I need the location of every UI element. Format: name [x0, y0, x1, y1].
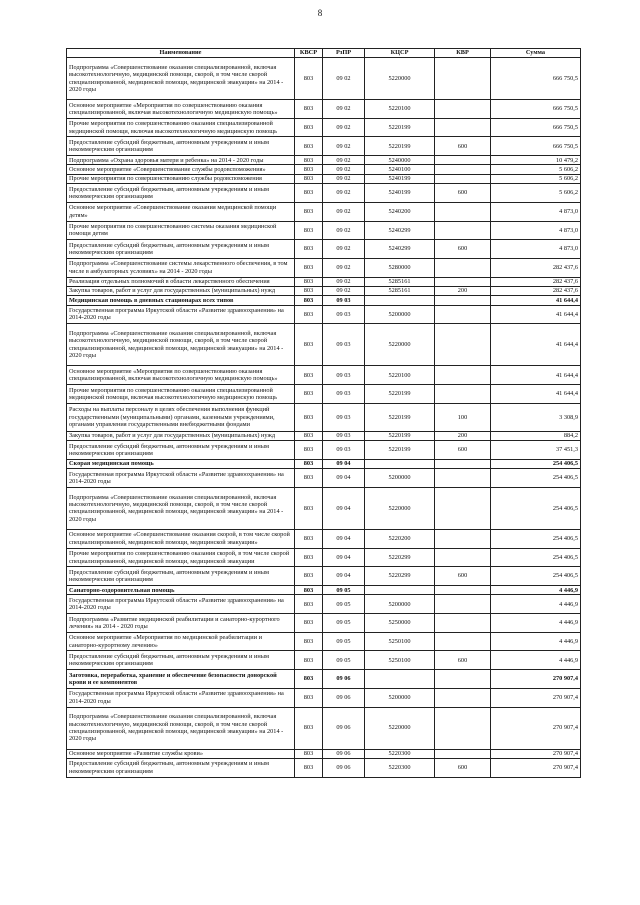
row-rzpr-cell: 09 04 — [323, 487, 365, 529]
table-row — [67, 487, 581, 529]
row-rzpr-cell: 09 06 — [323, 688, 365, 707]
row-kvsr-cell: 803 — [295, 165, 323, 174]
header-kvsr: КВСР — [295, 49, 323, 58]
row-sum-cell: 41 644,4 — [491, 305, 581, 324]
row-name-cell: Государственная программа Иркутской области «Развитие здравоохранения» на 2014-2020 годы — [67, 469, 295, 488]
row-kvr-cell — [435, 118, 491, 137]
row-kvr-cell: 600 — [435, 240, 491, 259]
row-sum-cell: 282 437,6 — [491, 286, 581, 295]
table-row — [67, 221, 581, 240]
row-kcsr-cell: 5220199 — [365, 118, 435, 137]
row-rzpr-cell: 09 05 — [323, 651, 365, 670]
row-name-cell: Медицинская помощь в дневных стационарах всех типов — [67, 296, 295, 305]
row-kcsr-cell: 5250000 — [365, 614, 435, 633]
row-kcsr-cell: 5240199 — [365, 174, 435, 183]
table-row — [67, 118, 581, 137]
row-name-cell: Предоставление субсидий бюджетным, автономным учреждениям и иным некоммерческим организациям — [67, 441, 295, 460]
row-name-cell: Прочие мероприятия по совершенствованию оказания скорой, в том числе скорой специализированной, медицинской помощи, медицинской эвакуации — [67, 548, 295, 567]
row-name-cell: Предоставление субсидий бюджетным, автономным учреждениям и иным некоммерческим организациям — [67, 184, 295, 203]
row-kvsr-cell: 803 — [295, 688, 323, 707]
row-sum-cell: 5 606,2 — [491, 184, 581, 203]
table-row — [67, 614, 581, 633]
row-rzpr-cell: 09 02 — [323, 58, 365, 100]
row-name-cell: Основное мероприятие «Совершенствование оказания медицинской помощи детям» — [67, 202, 295, 221]
row-rzpr-cell: 09 06 — [323, 749, 365, 758]
row-name-cell: Основное мероприятие «Совершенствование службы родовспоможения» — [67, 165, 295, 174]
row-kcsr-cell: 5220199 — [365, 431, 435, 440]
row-rzpr-cell: 09 02 — [323, 118, 365, 137]
header-sum: Сумма — [491, 49, 581, 58]
table-row — [67, 305, 581, 324]
row-sum-cell: 282 437,6 — [491, 277, 581, 286]
row-kcsr-cell: 5240200 — [365, 202, 435, 221]
row-sum-cell: 41 644,4 — [491, 385, 581, 404]
row-name-cell: Прочие мероприятия по совершенствованию оказания специализированной медицинской помощи, включая высокотехнологичную медицинскую помощь — [67, 385, 295, 404]
row-kcsr-cell — [365, 670, 435, 689]
table-row — [67, 100, 581, 119]
row-kvsr-cell: 803 — [295, 586, 323, 595]
row-rzpr-cell: 09 03 — [323, 366, 365, 385]
row-sum-cell: 5 606,2 — [491, 174, 581, 183]
table-row — [67, 586, 581, 595]
row-name-cell: Предоставление субсидий бюджетным, автономным учреждениям и иным некоммерческим организациям — [67, 240, 295, 259]
row-kvr-cell: 600 — [435, 651, 491, 670]
table-row — [67, 758, 581, 777]
row-kvsr-cell: 803 — [295, 595, 323, 614]
row-rzpr-cell: 09 02 — [323, 286, 365, 295]
table-row — [67, 595, 581, 614]
row-name-cell: Государственная программа Иркутской области «Развитие здравоохранения» на 2014-2020 годы — [67, 595, 295, 614]
row-name-cell: Скорая медицинская помощь — [67, 459, 295, 468]
row-kvsr-cell: 803 — [295, 403, 323, 431]
table-row — [67, 707, 581, 749]
row-sum-cell: 4 446,9 — [491, 651, 581, 670]
row-rzpr-cell: 09 04 — [323, 529, 365, 548]
row-name-cell: Прочие мероприятия по совершенствованию службы родовспоможения — [67, 174, 295, 183]
table-row — [67, 296, 581, 305]
row-name-cell: Предоставление субсидий бюджетным, автономным учреждениям и иным некоммерческим организациям — [67, 758, 295, 777]
row-kvr-cell: 100 — [435, 403, 491, 431]
row-rzpr-cell: 09 02 — [323, 258, 365, 277]
row-rzpr-cell: 09 02 — [323, 277, 365, 286]
row-kcsr-cell: 5250100 — [365, 651, 435, 670]
row-kvsr-cell: 803 — [295, 707, 323, 749]
row-kvsr-cell: 803 — [295, 324, 323, 366]
row-kvr-cell — [435, 529, 491, 548]
row-kcsr-cell: 5285161 — [365, 277, 435, 286]
row-kvr-cell — [435, 586, 491, 595]
row-kcsr-cell: 5220100 — [365, 366, 435, 385]
row-kcsr-cell: 5220000 — [365, 324, 435, 366]
row-kvsr-cell: 803 — [295, 156, 323, 165]
row-kvsr-cell: 803 — [295, 431, 323, 440]
row-kvr-cell — [435, 595, 491, 614]
row-kvsr-cell: 803 — [295, 632, 323, 651]
row-kvr-cell: 600 — [435, 441, 491, 460]
row-kvr-cell: 600 — [435, 137, 491, 156]
row-kvr-cell — [435, 749, 491, 758]
row-name-cell: Подпрограмма «Охрана здоровья матери и ребенка» на 2014 - 2020 годы — [67, 156, 295, 165]
row-kvsr-cell: 803 — [295, 184, 323, 203]
row-kcsr-cell: 5240100 — [365, 165, 435, 174]
header-kvr: КВР — [435, 49, 491, 58]
row-kcsr-cell: 5220199 — [365, 441, 435, 460]
row-name-cell: Основное мероприятие «Развитие службы крови» — [67, 749, 295, 758]
row-kvsr-cell: 803 — [295, 277, 323, 286]
row-kvr-cell — [435, 258, 491, 277]
row-kcsr-cell: 5285161 — [365, 286, 435, 295]
row-rzpr-cell: 09 03 — [323, 296, 365, 305]
row-kcsr-cell: 5220000 — [365, 707, 435, 749]
row-sum-cell: 41 644,4 — [491, 366, 581, 385]
row-sum-cell: 270 907,4 — [491, 707, 581, 749]
row-kcsr-cell: 5240299 — [365, 240, 435, 259]
header-kcsr: КЦСР — [365, 49, 435, 58]
row-sum-cell: 666 750,5 — [491, 137, 581, 156]
row-sum-cell: 4 873,0 — [491, 240, 581, 259]
row-sum-cell: 270 907,4 — [491, 688, 581, 707]
row-sum-cell: 10 479,2 — [491, 156, 581, 165]
row-sum-cell: 4 446,9 — [491, 595, 581, 614]
row-name-cell: Основное мероприятие «Совершенствование оказания скорой, в том числе скорой специализированной, медицинской помощи, медицинской эвакуации» — [67, 529, 295, 548]
row-rzpr-cell: 09 02 — [323, 184, 365, 203]
row-rzpr-cell: 09 03 — [323, 431, 365, 440]
row-kvsr-cell: 803 — [295, 548, 323, 567]
row-name-cell: Предоставление субсидий бюджетным, автономным учреждениям и иным некоммерческим организациям — [67, 137, 295, 156]
row-sum-cell: 666 750,5 — [491, 118, 581, 137]
row-rzpr-cell: 09 02 — [323, 156, 365, 165]
row-name-cell: Заготовка, переработка, хранение и обеспечение безопасности донорской крови и ее компонентов — [67, 670, 295, 689]
table-row — [67, 670, 581, 689]
row-kcsr-cell: 5280000 — [365, 258, 435, 277]
row-name-cell: Подпрограмма «Совершенствование оказания специализированной, включая высокотехнологичную, медицинской помощи, скорой, в том числе скорой специализированной, медицинской помощи, медицинской эвакуации» на 2014 - 2020 годы — [67, 707, 295, 749]
row-kcsr-cell — [365, 296, 435, 305]
row-name-cell: Основное мероприятие «Мероприятия по медицинской реабилитации и санаторно-курортному лечению» — [67, 632, 295, 651]
row-rzpr-cell: 09 03 — [323, 305, 365, 324]
row-kvr-cell — [435, 296, 491, 305]
row-kcsr-cell: 5220199 — [365, 403, 435, 431]
table-row — [67, 403, 581, 431]
row-name-cell: Государственная программа Иркутской области «Развитие здравоохранения» на 2014-2020 годы — [67, 305, 295, 324]
row-kvsr-cell: 803 — [295, 614, 323, 633]
row-kvr-cell — [435, 58, 491, 100]
row-kcsr-cell: 5220199 — [365, 137, 435, 156]
table-row — [67, 366, 581, 385]
row-sum-cell: 270 907,4 — [491, 670, 581, 689]
row-kvsr-cell: 803 — [295, 137, 323, 156]
row-kvr-cell: 200 — [435, 286, 491, 295]
row-name-cell: Прочие мероприятия по совершенствованию системы оказания медицинской помощи детям — [67, 221, 295, 240]
row-kvr-cell — [435, 305, 491, 324]
row-sum-cell: 666 750,5 — [491, 58, 581, 100]
budget-table — [66, 48, 581, 778]
row-kvsr-cell: 803 — [295, 58, 323, 100]
row-kvr-cell — [435, 324, 491, 366]
row-kvr-cell — [435, 277, 491, 286]
row-kvr-cell — [435, 221, 491, 240]
table-row — [67, 567, 581, 586]
row-kvsr-cell: 803 — [295, 100, 323, 119]
table-header-row — [67, 49, 581, 58]
row-kvr-cell — [435, 487, 491, 529]
row-kvsr-cell: 803 — [295, 174, 323, 183]
row-rzpr-cell: 09 06 — [323, 670, 365, 689]
table-row — [67, 156, 581, 165]
row-kvsr-cell: 803 — [295, 305, 323, 324]
row-kvsr-cell: 803 — [295, 758, 323, 777]
row-sum-cell: 41 644,4 — [491, 324, 581, 366]
row-kvsr-cell: 803 — [295, 240, 323, 259]
row-kcsr-cell — [365, 459, 435, 468]
table-row — [67, 202, 581, 221]
row-rzpr-cell: 09 02 — [323, 202, 365, 221]
row-kvsr-cell: 803 — [295, 366, 323, 385]
table-row — [67, 58, 581, 100]
table-row — [67, 632, 581, 651]
row-sum-cell: 5 606,2 — [491, 165, 581, 174]
row-kcsr-cell: 5200000 — [365, 595, 435, 614]
row-rzpr-cell: 09 02 — [323, 137, 365, 156]
row-rzpr-cell: 09 02 — [323, 100, 365, 119]
row-kvr-cell — [435, 100, 491, 119]
row-kvsr-cell: 803 — [295, 529, 323, 548]
table-row — [67, 277, 581, 286]
row-name-cell: Расходы на выплаты персоналу в целях обеспечения выполнения функций государственными (муниципальными) органами, казенными учреждениями, органами управления государственными внебюджетными фондами — [67, 403, 295, 431]
row-kcsr-cell: 5220299 — [365, 567, 435, 586]
row-sum-cell: 884,2 — [491, 431, 581, 440]
row-sum-cell: 4 873,0 — [491, 221, 581, 240]
row-name-cell: Предоставление субсидий бюджетным, автономным учреждениям и иным некоммерческим организациям — [67, 567, 295, 586]
row-name-cell: Подпрограмма «Совершенствование системы лекарственного обеспечения, в том числе в амбулаторных условиях» на 2014 - 2020 годы — [67, 258, 295, 277]
row-kvsr-cell: 803 — [295, 670, 323, 689]
row-kvsr-cell: 803 — [295, 567, 323, 586]
row-kcsr-cell: 5220199 — [365, 385, 435, 404]
row-kcsr-cell: 5220200 — [365, 529, 435, 548]
row-rzpr-cell: 09 05 — [323, 586, 365, 595]
row-kvsr-cell: 803 — [295, 221, 323, 240]
row-name-cell: Подпрограмма «Развитие медицинской реабилитации и санаторно-курортного лечения» на 2014 - 2020 годы — [67, 614, 295, 633]
row-rzpr-cell: 09 03 — [323, 441, 365, 460]
row-sum-cell: 37 451,3 — [491, 441, 581, 460]
row-kvsr-cell: 803 — [295, 459, 323, 468]
row-kcsr-cell: 5220100 — [365, 100, 435, 119]
table-row — [67, 240, 581, 259]
row-rzpr-cell: 09 04 — [323, 459, 365, 468]
row-name-cell: Закупка товаров, работ и услуг для государственных (муниципальных) нужд — [67, 431, 295, 440]
row-kvsr-cell: 803 — [295, 441, 323, 460]
row-rzpr-cell: 09 03 — [323, 324, 365, 366]
row-sum-cell: 254 406,5 — [491, 529, 581, 548]
row-name-cell: Закупка товаров, работ и услуг для государственных (муниципальных) нужд — [67, 286, 295, 295]
row-sum-cell: 4 873,0 — [491, 202, 581, 221]
row-kcsr-cell — [365, 586, 435, 595]
row-kvr-cell — [435, 469, 491, 488]
row-name-cell: Основное мероприятие «Мероприятия по совершенствованию оказания специализированной, включая высокотехнологичную медицинскую помощь» — [67, 100, 295, 119]
row-kvr-cell — [435, 459, 491, 468]
row-rzpr-cell: 09 04 — [323, 469, 365, 488]
row-kcsr-cell: 5220000 — [365, 58, 435, 100]
row-kvr-cell: 200 — [435, 431, 491, 440]
row-sum-cell: 254 406,5 — [491, 548, 581, 567]
row-kcsr-cell: 5220300 — [365, 749, 435, 758]
row-rzpr-cell: 09 02 — [323, 221, 365, 240]
row-sum-cell: 254 406,5 — [491, 469, 581, 488]
row-kcsr-cell: 5220300 — [365, 758, 435, 777]
table-row — [67, 258, 581, 277]
row-kcsr-cell: 5200000 — [365, 305, 435, 324]
row-name-cell: Предоставление субсидий бюджетным, автономным учреждениям и иным некоммерческим организациям — [67, 651, 295, 670]
row-kvr-cell — [435, 202, 491, 221]
table-row — [67, 324, 581, 366]
row-kvsr-cell: 803 — [295, 487, 323, 529]
page-number: 8 — [317, 8, 323, 18]
row-name-cell: Прочие мероприятия по совершенствованию оказания специализированной медицинской помощи, включая высокотехнологичную медицинскую помощь — [67, 118, 295, 137]
row-kcsr-cell: 5200000 — [365, 688, 435, 707]
row-rzpr-cell: 09 03 — [323, 385, 365, 404]
header-rzpr: РзПР — [323, 49, 365, 58]
row-sum-cell: 254 406,5 — [491, 459, 581, 468]
table-row — [67, 385, 581, 404]
row-kvsr-cell: 803 — [295, 385, 323, 404]
row-name-cell: Санаторно-оздоровительная помощь — [67, 586, 295, 595]
row-rzpr-cell: 09 04 — [323, 548, 365, 567]
row-kvsr-cell: 803 — [295, 118, 323, 137]
table-row — [67, 469, 581, 488]
row-kvr-cell: 600 — [435, 758, 491, 777]
table-row — [67, 286, 581, 295]
row-rzpr-cell: 09 03 — [323, 403, 365, 431]
row-kvsr-cell: 803 — [295, 469, 323, 488]
row-kvr-cell: 600 — [435, 184, 491, 203]
row-sum-cell: 3 308,9 — [491, 403, 581, 431]
row-kvsr-cell: 803 — [295, 749, 323, 758]
row-name-cell: Реализация отдельных полномочий в области лекарственного обеспечения — [67, 277, 295, 286]
table-row — [67, 529, 581, 548]
row-kvsr-cell: 803 — [295, 258, 323, 277]
row-rzpr-cell: 09 02 — [323, 165, 365, 174]
row-sum-cell: 282 437,6 — [491, 258, 581, 277]
row-sum-cell: 270 907,4 — [491, 749, 581, 758]
row-rzpr-cell: 09 05 — [323, 632, 365, 651]
row-rzpr-cell: 09 04 — [323, 567, 365, 586]
row-name-cell: Подпрограмма «Совершенствование оказания специализированной, включая высокотехнологичную, медицинской помощи, скорой, в том числе скорой специализированной, медицинской помощи, медицинской эвакуации» на 2014 - 2020 годы — [67, 324, 295, 366]
row-rzpr-cell: 09 06 — [323, 707, 365, 749]
row-kcsr-cell: 5240000 — [365, 156, 435, 165]
row-kvsr-cell: 803 — [295, 202, 323, 221]
row-kvr-cell — [435, 165, 491, 174]
row-sum-cell: 666 750,5 — [491, 100, 581, 119]
table-row — [67, 548, 581, 567]
table-row — [67, 749, 581, 758]
row-kvr-cell — [435, 548, 491, 567]
table-row — [67, 184, 581, 203]
table-row — [67, 441, 581, 460]
row-kvr-cell — [435, 174, 491, 183]
row-kcsr-cell: 5200000 — [365, 469, 435, 488]
row-kvr-cell — [435, 670, 491, 689]
table-row — [67, 165, 581, 174]
row-kvr-cell — [435, 688, 491, 707]
table-row — [67, 137, 581, 156]
row-kcsr-cell: 5240199 — [365, 184, 435, 203]
row-sum-cell: 254 406,5 — [491, 567, 581, 586]
row-kvr-cell — [435, 707, 491, 749]
row-kvr-cell — [435, 614, 491, 633]
row-kvr-cell — [435, 385, 491, 404]
row-kvr-cell — [435, 156, 491, 165]
row-kvr-cell — [435, 632, 491, 651]
row-sum-cell: 4 446,9 — [491, 586, 581, 595]
row-kcsr-cell: 5250100 — [365, 632, 435, 651]
table-row — [67, 431, 581, 440]
row-rzpr-cell: 09 05 — [323, 614, 365, 633]
table-row — [67, 459, 581, 468]
row-rzpr-cell: 09 02 — [323, 174, 365, 183]
row-kvr-cell — [435, 366, 491, 385]
row-name-cell: Подпрограмма «Совершенствование оказания специализированной, включая высокотехнологичную, медицинской помощи, скорой, в том числе скорой специализированной, медицинской помощи, медицинской эвакуации» на 2014 - 2020 годы — [67, 58, 295, 100]
row-sum-cell: 270 907,4 — [491, 758, 581, 777]
row-kcsr-cell: 5220000 — [365, 487, 435, 529]
row-sum-cell: 254 406,5 — [491, 487, 581, 529]
row-kvsr-cell: 803 — [295, 651, 323, 670]
row-kvsr-cell: 803 — [295, 286, 323, 295]
table-row — [67, 174, 581, 183]
table-row — [67, 688, 581, 707]
row-kcsr-cell: 5240299 — [365, 221, 435, 240]
row-name-cell: Основное мероприятие «Мероприятия по совершенствованию оказания специализированной, включая высокотехнологичную медицинскую помощь» — [67, 366, 295, 385]
row-rzpr-cell: 09 06 — [323, 758, 365, 777]
row-kvsr-cell: 803 — [295, 296, 323, 305]
row-rzpr-cell: 09 02 — [323, 240, 365, 259]
row-kcsr-cell: 5220299 — [365, 548, 435, 567]
row-kvr-cell: 600 — [435, 567, 491, 586]
row-name-cell: Подпрограмма «Совершенствование оказания специализированной, включая высокотехнологичную, медицинской помощи, скорой, в том числе скорой специализированной, медицинской помощи, медицинской эвакуации» на 2014 - 2020 годы — [67, 487, 295, 529]
row-rzpr-cell: 09 05 — [323, 595, 365, 614]
row-sum-cell: 4 446,9 — [491, 614, 581, 633]
header-name: Наименование — [67, 49, 295, 58]
row-name-cell: Государственная программа Иркутской области «Развитие здравоохранения» на 2014-2020 годы — [67, 688, 295, 707]
row-sum-cell: 41 644,4 — [491, 296, 581, 305]
row-sum-cell: 4 446,9 — [491, 632, 581, 651]
table-row — [67, 651, 581, 670]
